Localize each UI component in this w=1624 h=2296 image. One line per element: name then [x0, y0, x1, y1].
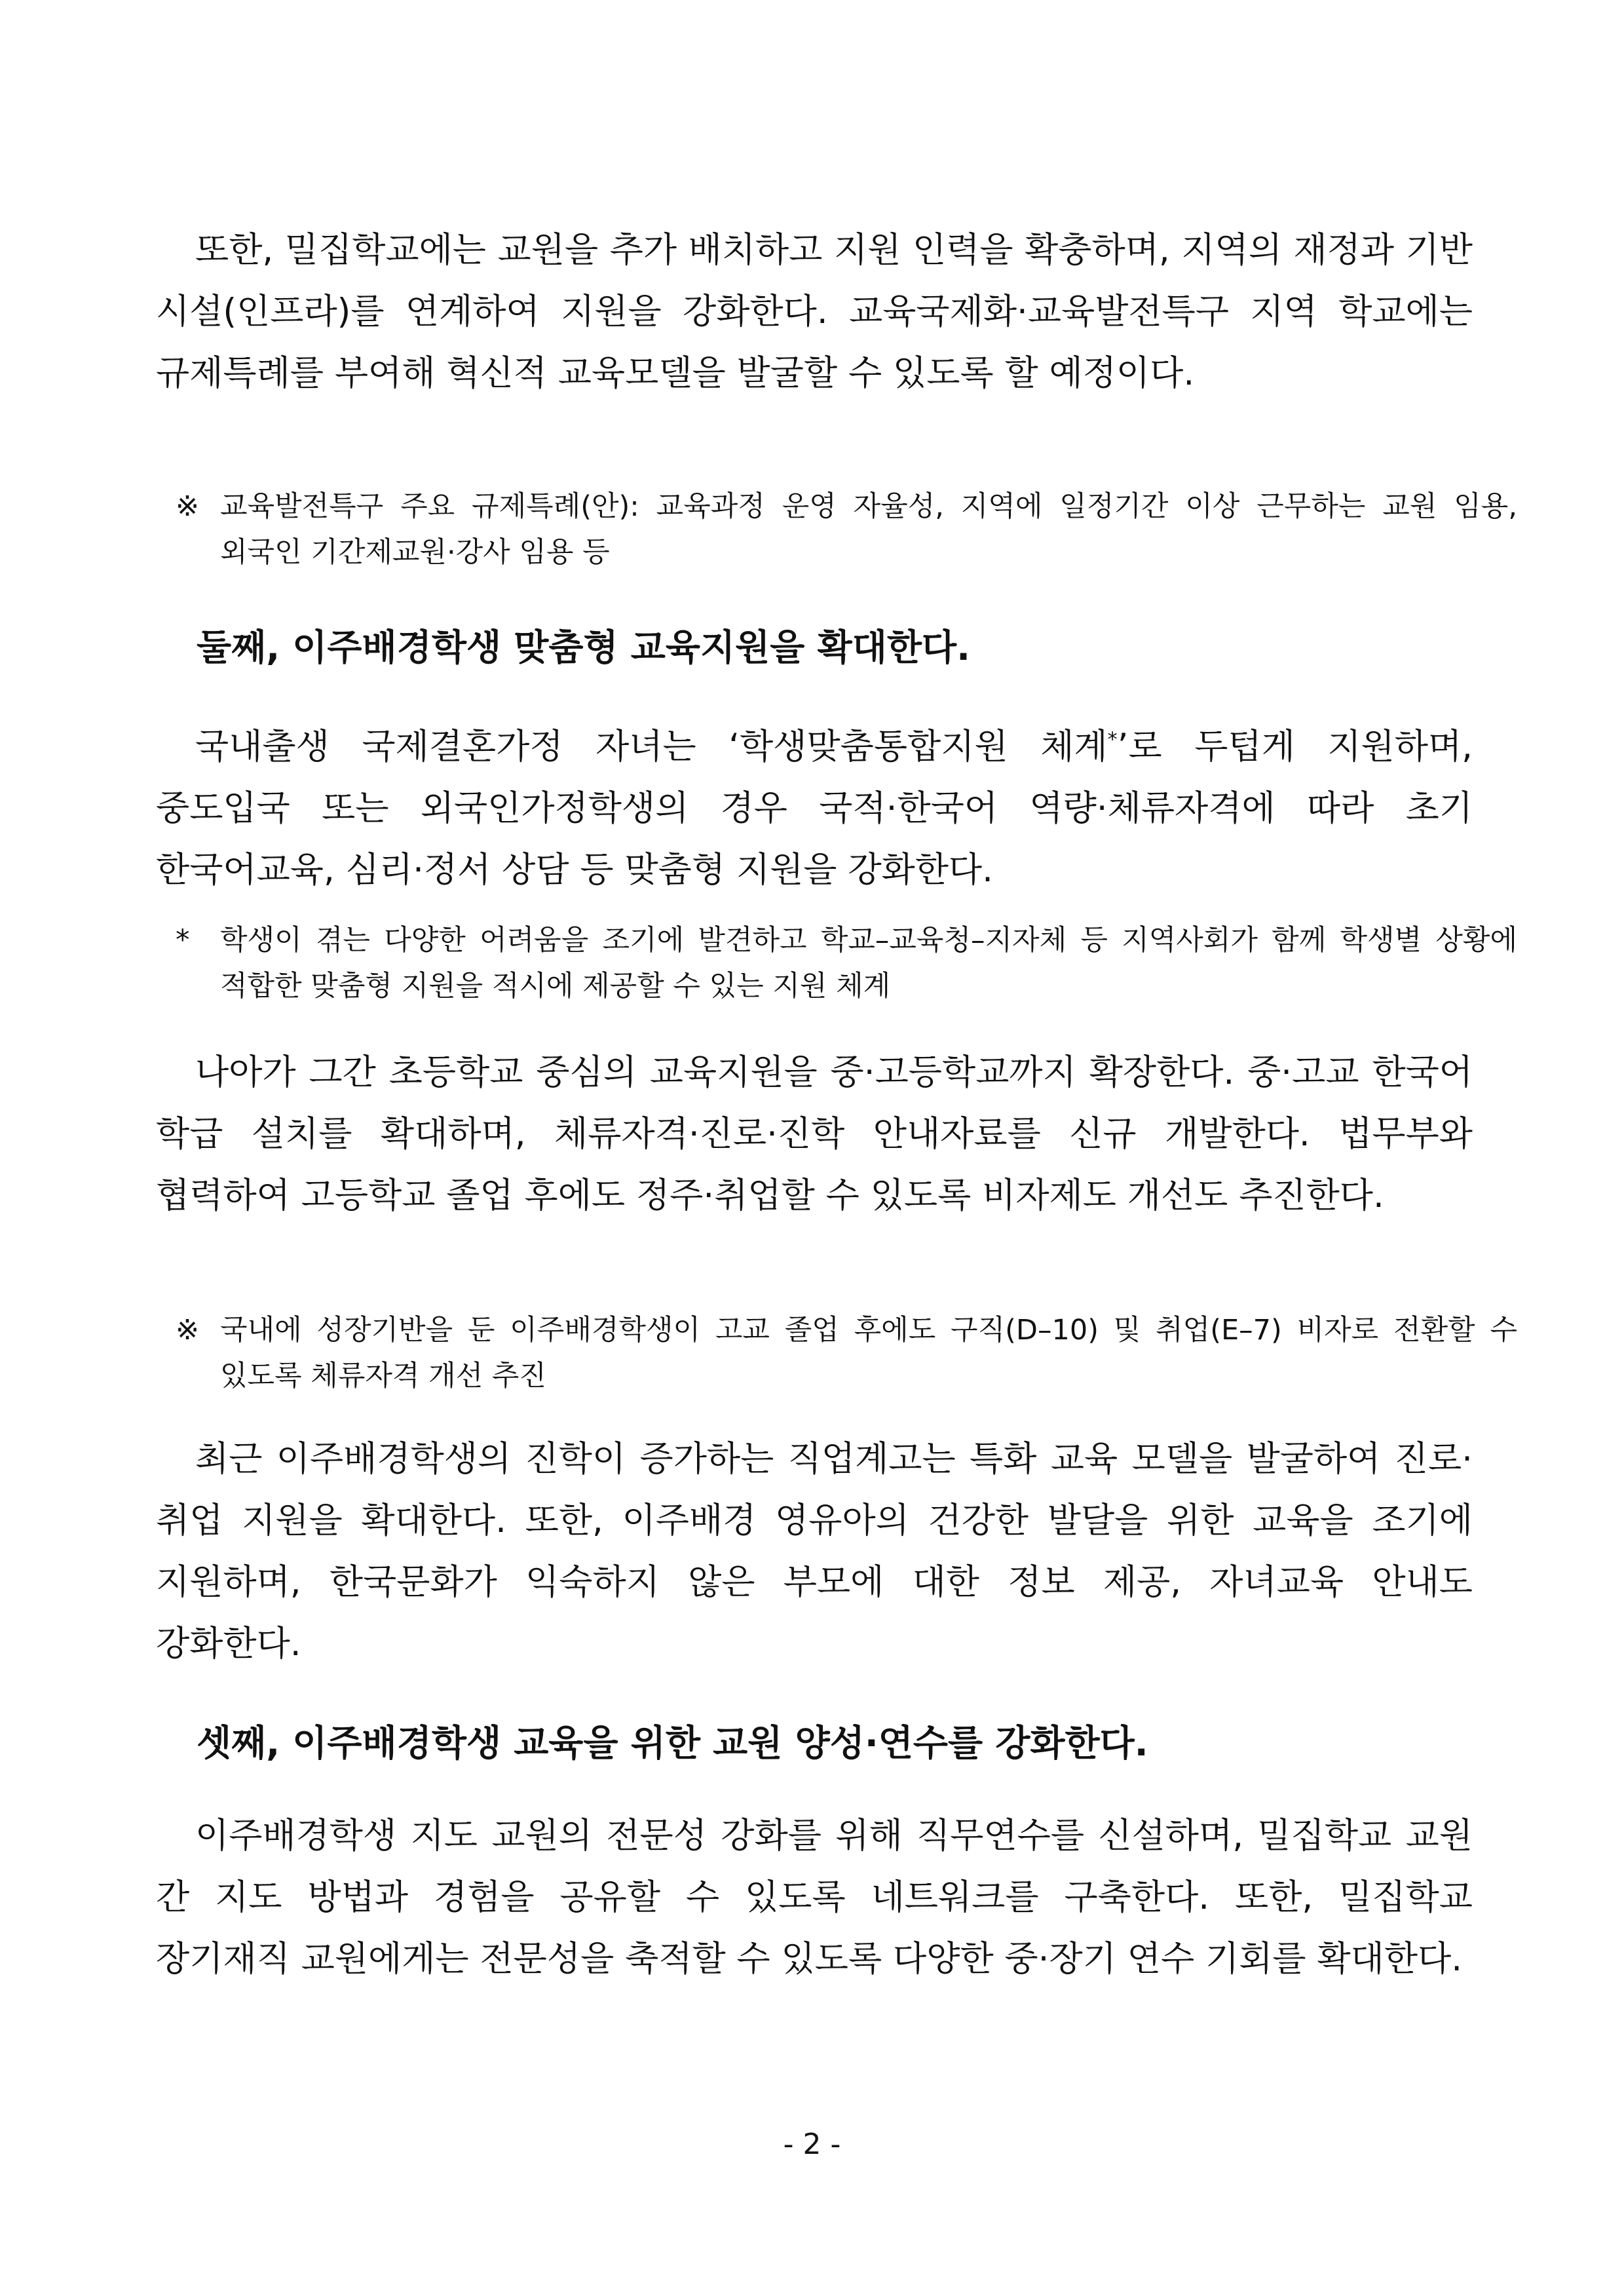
note-integrated-support-system [176, 917, 1517, 1009]
paragraph-text-part-b: ’로 두텁게 지원하며, 중도입국 또는 외국인가정학생의 경우 국적·한국어 역량·체류자격에 따라 초기 한국어교육, 심리·정서 상담 등 맞춤형 지원을 강화한다. [156, 727, 1473, 890]
note-visa-improvement [176, 1307, 1517, 1399]
note-regulation-exemptions [176, 484, 1517, 575]
note-text: 학생이 겪는 다양한 어려움을 조기에 발견하고 학교–교육청–지자체 등 지역사회가 함께 학생별 상황에 적합한 맞춤형 지원을 적시에 제공할 수 있는 지원 체계 [220, 924, 1517, 1003]
paragraph-special-zone-support: 또한, 밀집학교에는 교원을 추가 배치하고 지원 인력을 확충하며, 지역의 재정과 기반 시설(인프라)를 연계하여 지원을 강화한다. 교육국제화·교육발전특구 지역 학교에는 규제특례를 부여해 혁신적 교육모델을 발굴할 수 있도록 할 예정이다. [156, 230, 1473, 393]
note-text: 교육발전특구 주요 규제특례(안): 교육과정 운영 자율성, 지역에 일정기간 이상 근무하는 교원 임용, 외국인 기간제교원·강사 임용 등 [220, 490, 1517, 569]
section-heading-third: 셋째, 이주배경학생 교육을 위한 교원 양성·연수를 강화한다. [197, 1722, 1148, 1764]
paragraph-secondary-school-expansion: 나아가 그간 초등학교 중심의 교육지원을 중·고등학교까지 확장한다. 중·고교 한국어 학급 설치를 확대하며, 체류자격·진로·진학 안내자료를 신규 개발한다. 법무부와 협력하여 고등학교 졸업 후에도 정주·취업할 수 있도록 비자제도 개선도 추진한다. [156, 1052, 1473, 1215]
paragraph-customized-support [156, 716, 1473, 901]
section-heading-second: 둘째, 이주배경학생 맞춤형 교육지원을 확대한다. [197, 626, 970, 668]
paragraph-teacher-training: 이주배경학생 지도 교원의 전문성 강화를 위해 직무연수를 신설하며, 밀집학교 교원 간 지도 방법과 경험을 공유할 수 있도록 네트워크를 구축한다. 또한, 밀집학교 장기재직 교원에게는 전문성을 축적할 수 있도록 다양한 중·장기 연수 기회를 확대한다. [156, 1816, 1473, 1979]
footnote-marker: * [1107, 728, 1118, 752]
reference-mark: ※ [176, 1314, 200, 1347]
footnote-mark: * [176, 924, 190, 957]
paragraph-vocational-support: 최근 이주배경학생의 진학이 증가하는 직업계고는 특화 교육 모델을 발굴하여 진로·취업 지원을 확대한다. 또한, 이주배경 영유아의 건강한 발달을 위한 교육을 조기에 지원하며, 한국문화가 익숙하지 않은 부모에 대한 정보 제공, 자녀교육 안내도 강화한다. [156, 1439, 1473, 1664]
note-text: 국내에 성장기반을 둔 이주배경학생이 고교 졸업 후에도 구직(D–10) 및 취업(E–7) 비자로 전환할 수 있도록 체류자격 개선 추진 [220, 1314, 1517, 1392]
paragraph-text-part-a: 국내출생 국제결혼가정 자녀는 ‘학생맞춤통합지원 체계 [195, 727, 1108, 767]
page-number: - 2 - [783, 2128, 841, 2161]
reference-mark: ※ [176, 490, 200, 523]
